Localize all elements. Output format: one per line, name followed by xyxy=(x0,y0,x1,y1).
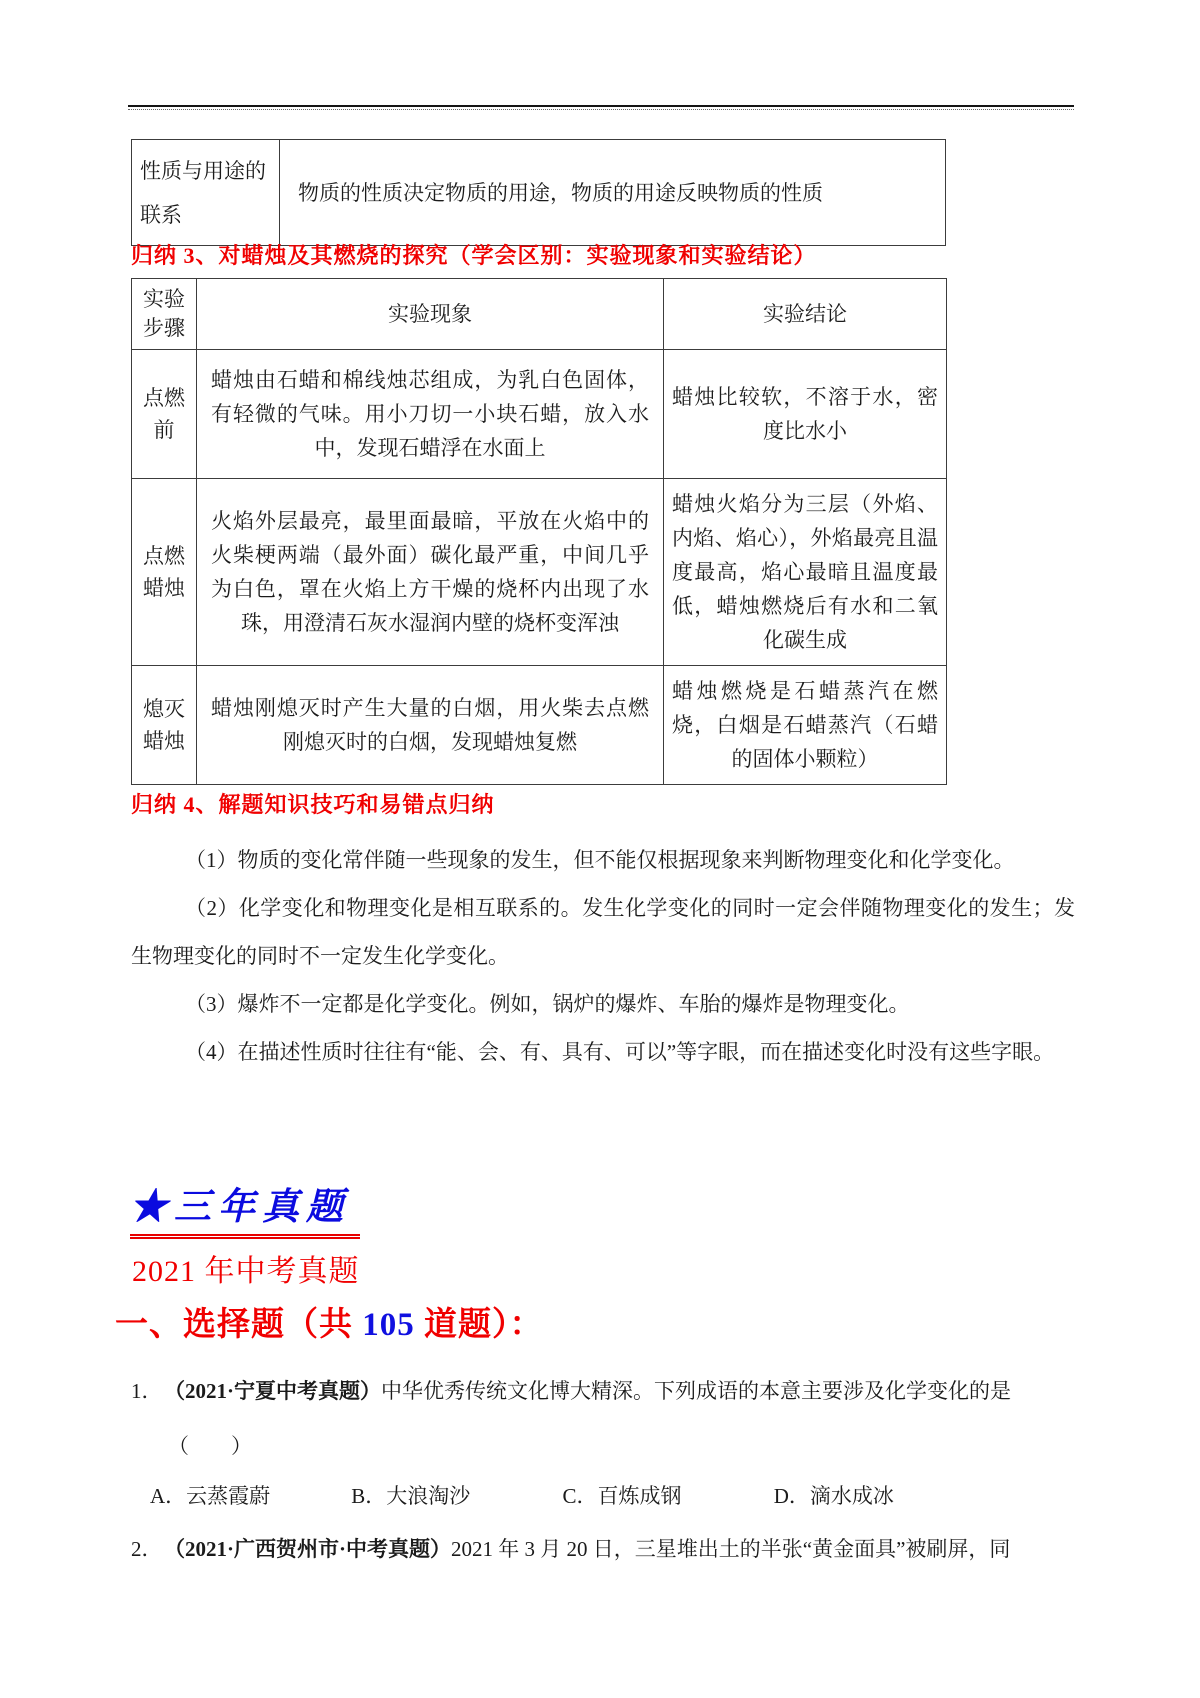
conclusion-cell: 蜡烛比较软，不溶于水，密度比水小 xyxy=(664,350,947,479)
point-4: （4）在描述性质时往往有“能、会、有、具有、可以”等字眼，而在描述变化时没有这些字眼。 xyxy=(185,1040,1055,1064)
summary4-heading: 归纳 4、解题知识技巧和易错点归纳 xyxy=(131,792,495,817)
conclusion-cell: 蜡烛火焰分为三层（外焰、内焰、焰心），外焰最亮且温度最高，焰心最暗且温度最低，蜡烛燃烧后有水和二氧化碳生成 xyxy=(664,479,947,666)
summary3-heading: 归纳 3、对蜡烛及其燃烧的探究（学会区别：实验现象和实验结论） xyxy=(131,243,817,268)
point-1: （1）物质的变化常伴随一些现象的发生，但不能仅根据现象来判断物理变化和化学变化。 xyxy=(185,848,1015,872)
step-cell: 熄灭蜡烛 xyxy=(132,666,197,785)
point-2: （2）化学变化和物理变化是相互联系的。发生化学变化的同时一定会伴随物理变化的发生；发生物理变化的同时不一定发生化学变化。 xyxy=(131,896,1075,968)
header-rule xyxy=(128,105,1074,110)
question-stem: 中华优秀传统文化博大精深。下列成语的本意主要涉及化学变化的是 xyxy=(381,1379,1012,1403)
table-row xyxy=(132,140,946,246)
property-row-value: 物质的性质决定物质的用途，物质的用途反映物质的性质 xyxy=(280,140,946,246)
phenomenon-cell: 蜡烛刚熄灭时产生大量的白烟，用火柴去点燃刚熄灭时的白烟，发现蜡烛复燃 xyxy=(197,666,664,785)
option-b: B．大浪淘沙 xyxy=(351,1484,471,1508)
phenomenon-cell: 火焰外层最亮，最里面最暗，平放在火焰中的火柴梗两端（最外面）碳化最严重，中间几乎为白色，罩在火焰上方干燥的烧杯内出现了水珠，用澄清石灰水湿润内壁的烧杯变浑浊 xyxy=(197,479,664,666)
property-usage-table xyxy=(131,139,946,246)
table-row xyxy=(132,479,947,666)
question-1-options xyxy=(150,1480,1094,1512)
question-source: （2021·广西贺州市·中考真题） xyxy=(174,1537,452,1561)
question-number: 1． xyxy=(131,1379,163,1403)
choice-section-heading xyxy=(115,1298,544,1345)
step-cell: 点燃蜡烛 xyxy=(132,479,197,666)
choice-heading-suffix: 道题）： xyxy=(414,1307,544,1343)
option-a: A．云蒸霞蔚 xyxy=(150,1484,271,1508)
three-year-exam-banner: ★三年真题 xyxy=(130,1176,360,1239)
table-row xyxy=(132,350,947,479)
question-1 xyxy=(131,1375,1075,1407)
question-source: （2021·宁夏中考真题） xyxy=(174,1379,382,1403)
column-header-step: 实验步骤 xyxy=(132,279,197,350)
summary4-points xyxy=(131,836,1075,1076)
property-row-label: 性质与用途的联系 xyxy=(132,140,280,246)
column-header-phenomenon: 实验现象 xyxy=(197,279,664,350)
question-number: 2． xyxy=(131,1537,163,1561)
option-c: C．百炼成钢 xyxy=(562,1484,682,1508)
phenomenon-cell: 蜡烛由石蜡和棉线烛芯组成，为乳白色固体，有轻微的气味。用小刀切一小块石蜡，放入水中，发现石蜡浮在水面上 xyxy=(197,350,664,479)
table-row xyxy=(132,666,947,785)
conclusion-cell: 蜡烛燃烧是石蜡蒸汽在燃烧，白烟是石蜡蒸汽（石蜡的固体小颗粒） xyxy=(664,666,947,785)
column-header-conclusion: 实验结论 xyxy=(664,279,947,350)
candle-experiment-table xyxy=(131,278,947,785)
step-cell: 点燃前 xyxy=(132,350,197,479)
question-count: 105 xyxy=(362,1307,415,1343)
choice-heading-prefix: 一、选择题（共 xyxy=(115,1307,363,1343)
option-d: D．滴水成冰 xyxy=(773,1484,894,1508)
year-2021-heading: 2021 年中考真题 xyxy=(132,1255,360,1288)
answer-bracket: （ ） xyxy=(168,1434,252,1458)
point-3: （3）爆炸不一定都是化学变化。例如，锅炉的爆炸、车胎的爆炸是物理变化。 xyxy=(185,992,910,1016)
question-stem: 2021 年 3 月 20 日，三星堆出土的半张“黄金面具”被刷屏，同 xyxy=(451,1537,1011,1561)
question-2 xyxy=(131,1533,1075,1565)
table-header-row xyxy=(132,279,947,350)
